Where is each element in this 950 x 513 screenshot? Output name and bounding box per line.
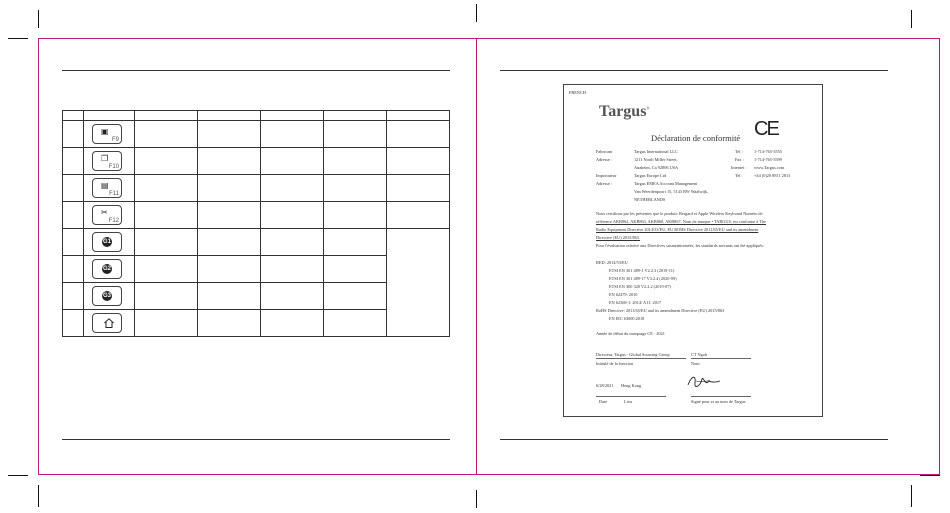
g2-icon: G2 <box>102 266 111 272</box>
key-cell <box>84 175 135 202</box>
image-icon: ▣ <box>101 127 109 136</box>
table-cell <box>63 310 84 337</box>
standard-item: ETSI EN 300 328 V2.2.2 (2019-07) <box>609 284 671 289</box>
importer-address-line1: Targus EMEA Account Management <box>634 181 698 186</box>
rohs-line: RoHS Directive: 2011/65/EU and its amendment Directive (EU) 2015/863 <box>596 308 725 313</box>
home-icon <box>103 317 115 329</box>
crop-mark <box>476 4 477 22</box>
table-cell <box>198 175 261 202</box>
right-top-rule <box>500 70 888 71</box>
manufacturer-label: Fabricant <box>596 149 613 154</box>
signature-scribble <box>686 373 722 391</box>
table-cell <box>135 202 198 229</box>
table-row <box>63 175 450 202</box>
table-header-cell <box>135 111 198 121</box>
table-row <box>63 229 450 256</box>
key-cell <box>84 310 135 337</box>
table-cell <box>261 283 324 310</box>
date-value: 6/28/2021 <box>596 383 614 388</box>
keycap <box>92 286 122 306</box>
g3-icon: G3 <box>102 293 111 299</box>
crop-mark <box>38 10 39 28</box>
internet-label: Internet : <box>731 165 747 170</box>
table-cell <box>63 175 84 202</box>
tel-label: Tel : <box>735 149 743 154</box>
manufacturer-address-line2: Anaheim, Ca 92806 USA <box>634 165 679 170</box>
table-cell <box>63 148 84 175</box>
name-label: Nom <box>691 361 700 366</box>
body-line: Radio Equipment Directive 2014/53/EU, EU ROHS Directive 2011/65/EU and its amendment <box>596 227 759 232</box>
standard-item: EN 62368-1: 2014/ A11: 2017 <box>609 300 662 305</box>
table-cell <box>324 256 387 283</box>
table-header-cell <box>84 111 135 121</box>
fax-label: Fax : <box>735 157 744 162</box>
internet-value: www.Targus.com <box>754 165 785 170</box>
table-cell <box>324 175 387 202</box>
standard-item: ETSI EN 301 489-1 V2.2.3 (2019-11) <box>609 268 675 273</box>
declaration-document <box>563 84 823 417</box>
table-cell <box>387 202 450 229</box>
key-cell <box>84 256 135 283</box>
manufacturer-address-label: Adresse : <box>596 157 613 162</box>
keycap <box>92 313 122 333</box>
crop-mark <box>911 10 912 28</box>
table-cell <box>324 121 387 148</box>
table-cell <box>261 256 324 283</box>
table-cell <box>387 121 450 148</box>
left-bottom-rule <box>62 439 450 440</box>
table-cell <box>135 229 198 256</box>
left-top-rule <box>62 70 450 71</box>
signature-label: Signé pour et au nom de Targus <box>691 399 746 404</box>
keycap <box>92 178 122 198</box>
table-cell <box>63 229 84 256</box>
keycap <box>92 232 122 252</box>
red-heading: RED: 2014/53/EU <box>596 260 628 265</box>
crop-mark <box>911 485 912 507</box>
crop-mark <box>476 490 477 508</box>
importer-name: Targus Europe Ltd <box>634 173 667 178</box>
table-cell <box>135 256 198 283</box>
body-line: Directive (EU) 2015/863. <box>596 235 641 240</box>
table-cell <box>261 310 324 337</box>
importer-label: Importateur <box>596 173 617 178</box>
key-label: F10 <box>108 164 119 170</box>
table-cell <box>387 148 450 175</box>
body-line: référence AKB862, AKB863, AKB868, AKB867, Nom de marque • TARGUS, est conforme à The <box>596 219 766 224</box>
table-cell <box>63 121 84 148</box>
right-bottom-rule <box>500 439 888 440</box>
signatory-role: Directeur, Targus - Global Sourcing Group <box>596 352 670 357</box>
table-cell <box>324 283 387 310</box>
crop-mark <box>920 475 940 476</box>
keycap <box>92 205 122 225</box>
table-header-cell <box>198 111 261 121</box>
table-cell <box>135 310 198 337</box>
paste-icon: ▤ <box>101 181 109 190</box>
table-cell <box>198 148 261 175</box>
place-label: Lieu <box>624 399 632 404</box>
table-header-cell <box>63 111 84 121</box>
table-row <box>63 148 450 175</box>
fold-line <box>476 38 477 475</box>
fax-value: 1-714-765-5599 <box>754 157 782 162</box>
table-row <box>63 202 450 229</box>
place-value: Hong Kong <box>621 383 642 388</box>
table-cell <box>324 148 387 175</box>
table-header-cell <box>261 111 324 121</box>
keycap <box>92 124 122 144</box>
table-cell <box>198 229 261 256</box>
importer-address-label: Adresse : <box>596 181 613 186</box>
ce-mark: CE <box>754 118 778 140</box>
manufacturer-name: Targus International LLC <box>634 149 678 154</box>
brand-name: Targus <box>599 103 647 120</box>
rohs-standard: EN IEC 63000:2018 <box>609 316 645 321</box>
table-cell <box>63 283 84 310</box>
table-cell <box>261 202 324 229</box>
key-cell <box>84 229 135 256</box>
table-cell <box>63 256 84 283</box>
signature-line <box>691 396 751 397</box>
table-row <box>63 121 450 148</box>
manufacturer-address-line1: 1211 North Miller Street, <box>634 157 678 162</box>
body-line: Nous certifions par les présentes que le produit: Bergard et Apple Wireless Keyboard Numéro de <box>596 211 763 216</box>
document-title: Déclaration de conformité <box>651 133 741 143</box>
body-line: Pour l'évaluation relative aux Directives susmentionnées, les standards suivants ont été appliqués: <box>596 243 765 248</box>
year-line: Année de début du marquage CE : 2021 <box>596 331 665 336</box>
tel-value: 1-714-765-5555 <box>754 149 782 154</box>
key-label: F11 <box>109 191 119 197</box>
table-cell <box>135 121 198 148</box>
key-cell <box>84 148 135 175</box>
keycap <box>92 259 122 279</box>
key-cell <box>84 121 135 148</box>
signature-line <box>596 396 666 397</box>
table-cell <box>261 175 324 202</box>
crop-mark <box>38 485 39 507</box>
table-cell <box>387 229 450 337</box>
table-header-cell <box>387 111 450 121</box>
table-cell <box>261 148 324 175</box>
language-label: FRENCH <box>569 90 586 95</box>
table-cell <box>324 229 387 256</box>
tel2-value: +44 (0)20 8811 2813 <box>754 173 791 178</box>
keycap <box>92 151 122 171</box>
table-cell <box>387 175 450 202</box>
table-cell <box>135 148 198 175</box>
importer-address-line2: Van Weerdenpoort 15, 5143 RW Waalwijk, <box>634 189 709 194</box>
targus-logo: Targus® <box>599 103 650 120</box>
table-cell <box>63 202 84 229</box>
table-cell <box>198 121 261 148</box>
cut-icon: ✂ <box>101 208 108 217</box>
table-cell <box>324 310 387 337</box>
g1-icon: G1 <box>102 239 111 245</box>
date-label: Date <box>599 399 608 404</box>
key-label: F9 <box>111 137 119 143</box>
copy-icon: ❐ <box>101 154 109 163</box>
table-cell <box>135 283 198 310</box>
key-cell <box>84 202 135 229</box>
key-label: F12 <box>108 218 119 224</box>
table-cell <box>261 229 324 256</box>
crop-mark <box>8 38 28 39</box>
position-label: Intitulé de la fonction <box>596 361 634 366</box>
key-cell <box>84 283 135 310</box>
signature-line <box>596 358 686 359</box>
table-cell <box>198 256 261 283</box>
signatory-name: CT Ngoh <box>691 352 708 357</box>
table-cell <box>261 121 324 148</box>
keys-table <box>62 110 450 337</box>
importer-address-line3: NETHERLANDS <box>634 197 666 202</box>
table-cell <box>198 283 261 310</box>
standard-item: EN 62479: 2010 <box>609 292 638 297</box>
tel2-label: Tel : <box>735 173 743 178</box>
standard-item: ETSI EN 301 489-17 V3.2.4 (2020-09) <box>609 276 677 281</box>
crop-mark <box>8 475 28 476</box>
table-header-row <box>63 111 450 121</box>
table-cell <box>198 202 261 229</box>
table-cell <box>135 175 198 202</box>
table-cell <box>324 202 387 229</box>
signature-line <box>691 358 751 359</box>
table-header-cell <box>324 111 387 121</box>
table-cell <box>198 310 261 337</box>
